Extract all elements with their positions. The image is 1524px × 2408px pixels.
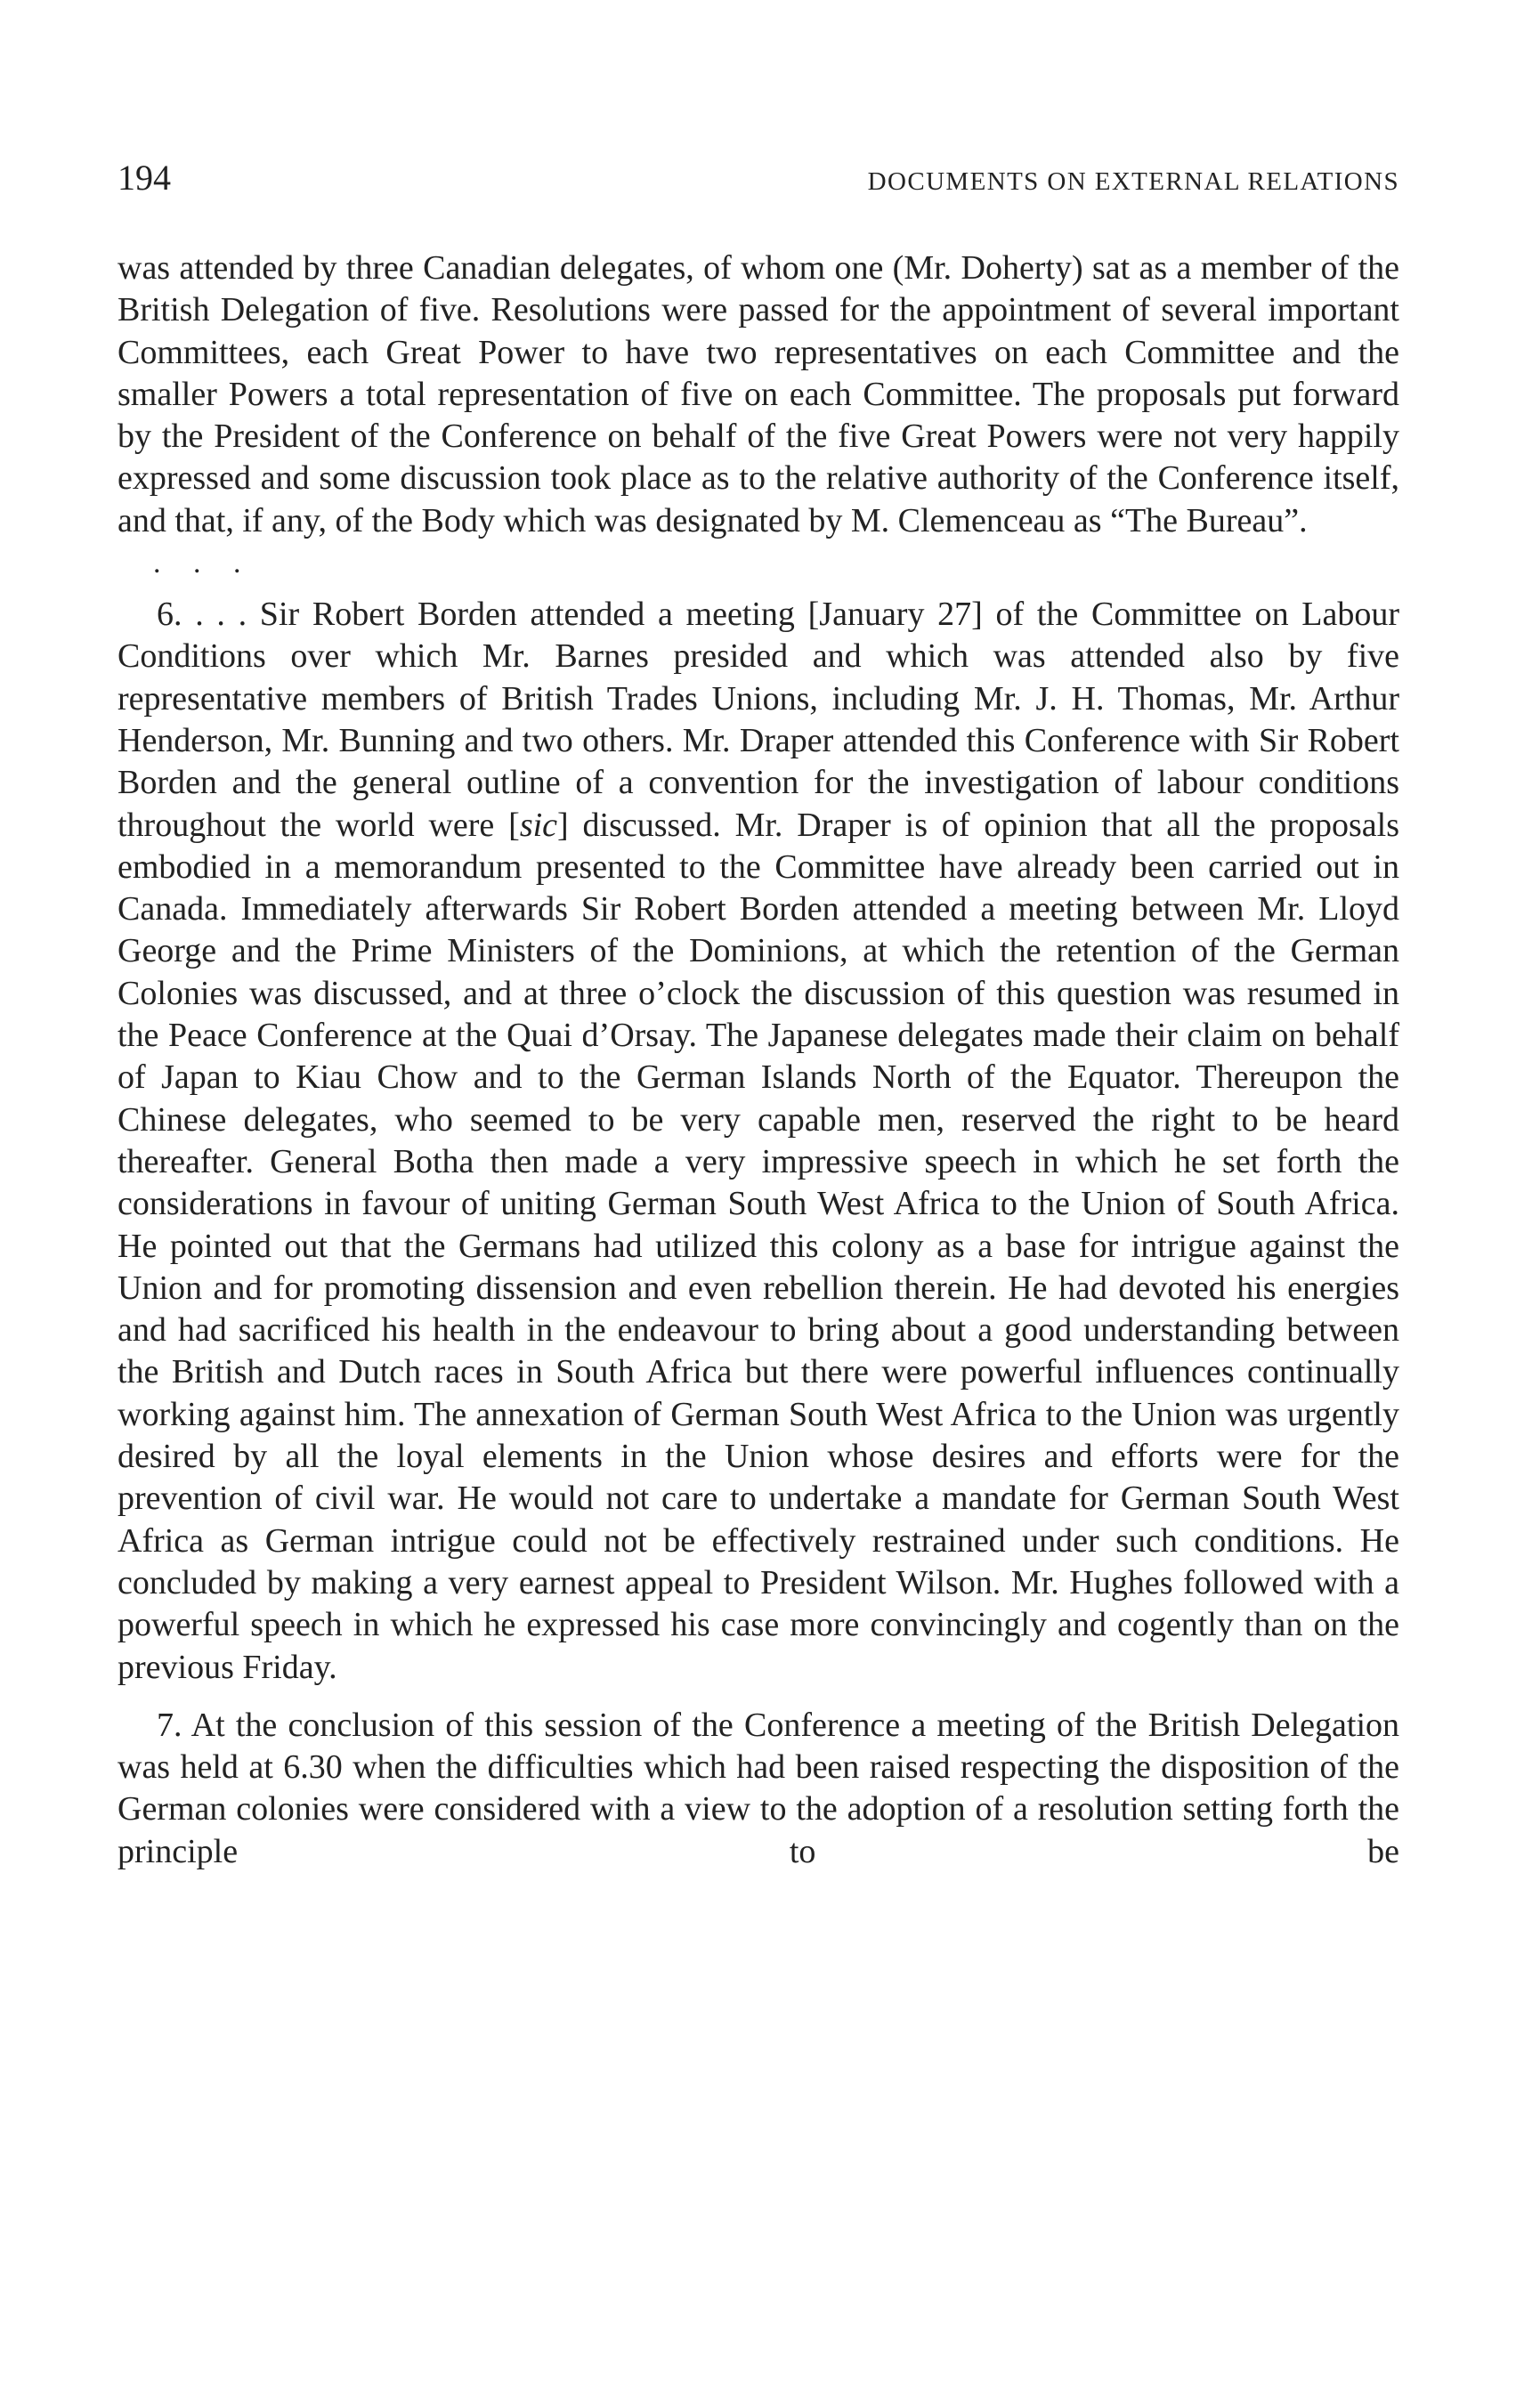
ellipsis-omission: . . . — [153, 547, 254, 580]
page-header — [118, 151, 1399, 205]
sic-editorial-mark: sic — [519, 806, 558, 844]
running-head: DOCUMENTS ON EXTERNAL RELATIONS — [867, 167, 1399, 196]
paragraph-6 — [118, 594, 1399, 1689]
paragraph-continuation: was attended by three Canadian delegates, of whom one (Mr. Doherty) sat as a member of the British Delegation of five. Resolutions were passed for the appointment of several important Committees, each Great Power to have two representatives on each Committee and the smaller Powers a total representation of five on each Committee. The proposals put forward by the President of the Conference on behalf of the five Great Powers were not very happily expressed and some discussion took place as to the relative authority of the Conference itself, and that, if any, of the Body which was designated by M. Clemenceau as “The Bureau”. — [118, 249, 1399, 539]
paragraph-7: 7. At the conclusion of this session of the Conference a meeting of the British Delegation was held at 6.30 when the difficulties which had been raised respecting the disposition of the German colonies were considered with a view to the adoption of a resolution setting forth the principle to be — [118, 1706, 1399, 1870]
page-number: 194 — [118, 158, 171, 198]
body-text — [118, 247, 1399, 1873]
paragraph-6-text-after-sic: ] discussed. Mr. Draper is of opinion that all the proposals embodied in a memorandum presented to the Committee have already been carried out in Canada. Immediately afterwards Sir Robert Borden attended a meeting between Mr. Lloyd George and the Prime Ministers of the Dominions, at which the retention of the German Colonies was discussed, and at three o’clock the discussion of this question was resumed in the Peace Conference at the Quai d’Orsay. The Japanese delegates made their claim on behalf of Japan to Kiau Chow and to the German Islands North of the Equator. Thereupon the Chinese delegates, who seemed to be very capable men, reserved the right to be heard thereafter. General Botha then made a very impressive speech in which he set forth the considerations in favour of uniting German South West Africa to the Union of South Africa. He pointed out that the Germans had utilized this colony as a base for intrigue against the Union and for promoting dissension and even rebellion therein. He had devoted his energies and had sacrificed his health in the endeavour to bring about a good understanding between the British and Dutch races in South Africa but there were powerful influences continually working against him. The annexation of German South West Africa to the Union was urgently desired by all the loyal elements in the Union whose desires and efforts were for the prevention of civil war. He would not care to undertake a mandate for German South West Africa as German intrigue could not be effectively restrained under such conditions. He concluded by making a very earnest appeal to President Wilson. Mr. Hughes followed with a powerful speech in which he expressed his case more convincingly and cogently than on the previous Friday. — [118, 806, 1399, 1686]
paragraph-6-text-before-sic: 6. . . . Sir Robert Borden attended a meeting [January 27] of the Committee on Labour Conditions over which Mr. Barnes presided and which was attended also by five representative members of British Trades Unions, including Mr. J. H. Thomas, Mr. Arthur Henderson, Mr. Bunning and two others. Mr. Draper attended this Conference with Sir Robert Borden and the general outline of a convention for the investigation of labour conditions throughout the world were [ — [118, 596, 1399, 844]
